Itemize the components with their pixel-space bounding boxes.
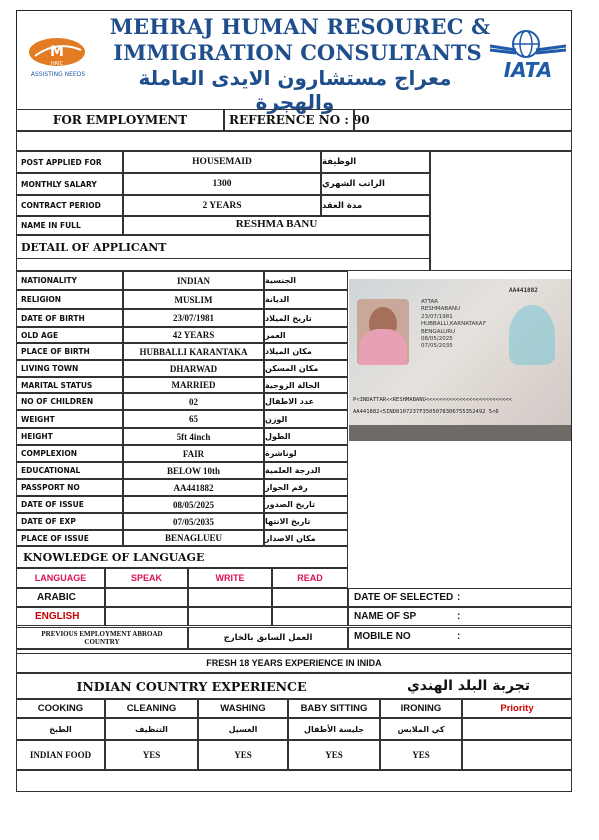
bottom-blank-row (16, 770, 572, 792)
iata-logo (486, 26, 570, 84)
detail-spacer (16, 259, 430, 271)
language-cell-0-3 (272, 588, 348, 607)
passport-mrz-1: P<INDATTAR<<RESHMABANU<<<<<<<<<<<<<<<<<<<<<<<<<< (353, 397, 512, 403)
job-arabic-2: مدة العقد (321, 195, 430, 216)
right-field-label-0: DATE OF SELECTED (354, 592, 454, 603)
detail-value-8: 65 (123, 410, 264, 428)
experience-value-5 (462, 740, 572, 770)
job-arabic-0: الوظيفة (321, 151, 430, 173)
detail-arabic-10: لوناشرة (264, 445, 348, 462)
passport-sex: F (483, 321, 487, 327)
reference-blank (354, 109, 572, 131)
right-field-label-2: MOBILE NO (354, 631, 411, 642)
job-value-2: 2 YEARS (123, 195, 321, 216)
language-cell-0-1 (105, 588, 188, 607)
detail-label-13: DATE OF ISSUE (16, 496, 123, 513)
detail-value-10: FAIR (123, 445, 264, 462)
detail-heading: DETAIL OF APPLICANT (16, 235, 430, 259)
reference-no: REFERENCE NO : 90 (224, 109, 354, 131)
detail-arabic-0: الجنسية (264, 271, 348, 290)
detail-arabic-1: الديانة (264, 290, 348, 309)
detail-arabic-12: رقم الجواز (264, 479, 348, 496)
svg-text:M: M (50, 44, 64, 60)
experience-col-arabic-0: الطبخ (16, 718, 105, 740)
detail-label-10: COMPLEXION (16, 445, 123, 462)
detail-arabic-8: الوزن (264, 410, 348, 428)
passport-number: AA441882 (509, 287, 538, 294)
detail-arabic-14: تاريخ الانتها (264, 513, 348, 530)
language-col-2: WRITE (188, 568, 272, 588)
detail-value-15: BENAGLUEU (123, 530, 264, 546)
experience-col-arabic-2: الغسيل (198, 718, 288, 740)
detail-label-8: WEIGHT (16, 410, 123, 428)
detail-value-3: 42 YEARS (123, 327, 264, 343)
experience-value-0: INDIAN FOOD (16, 740, 105, 770)
detail-arabic-11: الدرجة العلمية (264, 462, 348, 479)
fresh-experience: FRESH 18 YEARS EXPERIENCE IN INIDA (16, 653, 572, 673)
right-field-sep-2: : (457, 631, 461, 642)
company-logo (25, 34, 91, 82)
previous-employment-label: PREVIOUS EMPLOYMENT ABROAD COUNTRY (16, 627, 188, 649)
detail-arabic-9: الطول (264, 428, 348, 445)
detail-value-2: 23/07/1981 (123, 309, 264, 327)
detail-arabic-15: مكان الاصدار (264, 530, 348, 546)
passport-scan-image (349, 279, 571, 441)
detail-arabic-4: مكان الميلاد (264, 343, 348, 360)
detail-arabic-2: تاريخ الميلاد (264, 309, 348, 327)
detail-label-1: RELIGION (16, 290, 123, 309)
experience-col-1: CLEANING (105, 699, 198, 718)
detail-label-2: DATE OF BIRTH (16, 309, 123, 327)
language-cell-1-2 (188, 607, 272, 626)
language-col-3: READ (272, 568, 348, 588)
passport-place: HUBBALLI,KARNATAKA (421, 321, 483, 328)
detail-label-12: PASSPORT NO (16, 479, 123, 496)
detail-label-0: NATIONALITY (16, 271, 123, 290)
detail-arabic-5: مكان المسكن (264, 360, 348, 377)
spacer-row (16, 131, 572, 151)
job-label-0: POST APPLIED FOR (16, 151, 123, 173)
passport-surname: ATTAR (421, 299, 439, 305)
company-title-line2: IMMIGRATION CONSULTANTS (113, 40, 482, 65)
job-label-3: NAME IN FULL (16, 216, 123, 235)
language-name-0: ARABIC (16, 588, 105, 607)
detail-value-9: 5ft 4inch (123, 428, 264, 445)
experience-col-arabic-5 (462, 718, 572, 740)
photo-cell (430, 151, 572, 271)
experience-col-4: IRONING (380, 699, 462, 718)
detail-label-9: HEIGHT (16, 428, 123, 445)
detail-value-1: MUSLIM (123, 290, 264, 309)
detail-label-15: PLACE OF ISSUE (16, 530, 123, 546)
detail-arabic-6: الحالة الزوجية (264, 377, 348, 393)
passport-ghost-photo (509, 305, 555, 365)
detail-value-13: 08/05/2025 (123, 496, 264, 513)
detail-label-4: PLACE OF BIRTH (16, 343, 123, 360)
right-field-sep-1: : (457, 611, 461, 622)
experience-col-2: WASHING (198, 699, 288, 718)
experience-value-1: YES (105, 740, 198, 770)
language-col-1: SPEAK (105, 568, 188, 588)
experience-value-3: YES (288, 740, 380, 770)
detail-arabic-3: العمر (264, 327, 348, 343)
detail-value-14: 07/05/2035 (123, 513, 264, 530)
detail-arabic-7: عدد الاطفال (264, 393, 348, 410)
language-heading: KNOWLEDGE OF LANGUAGE (16, 546, 348, 568)
detail-value-6: MARRIED (123, 377, 264, 393)
experience-col-3: BABY SITTING (288, 699, 380, 718)
detail-value-0: INDIAN (123, 271, 264, 290)
detail-value-4: HUBBALLI KARANTAKA (123, 343, 264, 360)
experience-col-0: COOKING (16, 699, 105, 718)
company-title-line1: MEHRAJ HUMAN RESOUREC & (109, 14, 491, 39)
language-col-0: LANGUAGE (16, 568, 105, 588)
experience-col-arabic-3: جليسة الأطفال (288, 718, 380, 740)
language-cell-0-2 (188, 588, 272, 607)
passport-mrz-2: AA441882<5IND8107237F3505078306755352492 5<6 (353, 409, 499, 415)
job-label-2: CONTRACT PERIOD (16, 195, 123, 216)
detail-value-5: DHARWAD (123, 360, 264, 377)
detail-label-6: MARITAL STATUS (16, 377, 123, 393)
experience-heading-arabic: تجربة البلد الهندي (366, 673, 572, 699)
iata-text: IATA (503, 58, 553, 82)
passport-dob: 23/07/1981 (421, 313, 453, 320)
detail-label-11: EDUCATIONAL (16, 462, 123, 479)
experience-heading: INDIAN COUNTRY EXPERIENCE (16, 673, 366, 699)
language-name-1: ENGLISH (16, 607, 105, 626)
job-value-3: RESHMA BANU (123, 216, 430, 235)
logo-tagline: ASSISTING NEEDS (30, 71, 86, 78)
experience-value-2: YES (198, 740, 288, 770)
passport-issue: 08/05/2025 (421, 336, 453, 343)
language-right-blank (348, 546, 572, 568)
experience-col-arabic-1: التنظيف (105, 718, 198, 740)
experience-value-4: YES (380, 740, 462, 770)
passport-photo-face (357, 299, 409, 365)
detail-value-7: 02 (123, 393, 264, 410)
company-title-arabic: معراج مستشارون الايدى العاملة والهجرة (138, 66, 452, 114)
for-employment: FOR EMPLOYMENT (16, 109, 224, 131)
detail-arabic-13: تاريخ الصدور (264, 496, 348, 513)
detail-label-3: OLD AGE (16, 327, 123, 343)
detail-value-11: BELOW 10th (123, 462, 264, 479)
passport-expiry: 07/05/2035 (421, 343, 453, 350)
right-field-label-1: NAME OF SP (354, 611, 417, 622)
language-cell-1-1 (105, 607, 188, 626)
job-arabic-1: الراتب الشهري (321, 173, 430, 195)
language-cell-1-3 (272, 607, 348, 626)
experience-col-arabic-4: كي الملابس (380, 718, 462, 740)
detail-label-14: DATE OF EXP (16, 513, 123, 530)
logo-text: HRIC (50, 61, 64, 67)
previous-employment-arabic: العمل السابق بالخارج (188, 627, 348, 649)
detail-label-7: NO OF CHILDREN (16, 393, 123, 410)
job-label-1: MONTHLY SALARY (16, 173, 123, 195)
passport-issue-place: BENGALURU (421, 328, 456, 335)
job-value-0: HOUSEMAID (123, 151, 321, 173)
experience-col-5: Priority (462, 699, 572, 718)
detail-label-5: LIVING TOWN (16, 360, 123, 377)
job-value-1: 1300 (123, 173, 321, 195)
passport-given: RESHMABANU (421, 306, 461, 313)
right-field-sep-0: : (457, 592, 461, 603)
detail-value-12: AA441882 (123, 479, 264, 496)
